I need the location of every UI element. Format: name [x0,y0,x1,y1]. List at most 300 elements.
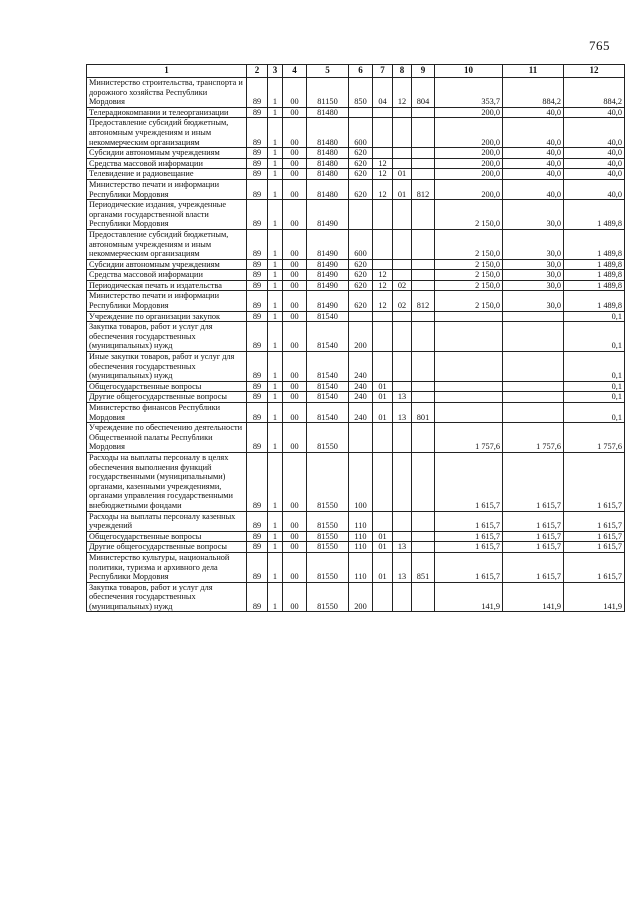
table-row [87,511,625,531]
row-name: Учреждение по организации закупок [87,311,247,322]
cell-col-11: 884,2 [503,78,564,108]
cell-col-10: 1 615,7 [435,531,503,542]
cell-col-7: 12 [373,179,393,199]
cell-col-10: 200,0 [435,107,503,118]
cell-col-6: 620 [349,158,373,169]
cell-col-8 [393,381,412,392]
cell-col-8 [393,511,412,531]
cell-col-8: 02 [393,291,412,311]
cell-col-2: 89 [247,352,268,382]
cell-col-2: 89 [247,148,268,159]
cell-col-11: 40,0 [503,179,564,199]
table-row [87,311,625,322]
cell-col-9 [412,311,435,322]
cell-col-2: 89 [247,392,268,403]
cell-col-9: 812 [412,291,435,311]
cell-col-7 [373,259,393,270]
cell-col-10: 2 150,0 [435,270,503,281]
cell-col-4: 00 [283,311,307,322]
cell-col-10: 200,0 [435,118,503,148]
cell-col-7: 12 [373,158,393,169]
cell-col-11: 40,0 [503,158,564,169]
cell-col-7 [373,352,393,382]
cell-col-3: 1 [268,392,283,403]
cell-col-8 [393,270,412,281]
row-name: Средства массовой информации [87,158,247,169]
cell-col-9 [412,392,435,403]
cell-col-6 [349,200,373,230]
cell-col-3: 1 [268,511,283,531]
cell-col-7: 01 [373,381,393,392]
cell-col-12: 0,1 [564,322,625,352]
row-name: Общегосударственные вопросы [87,381,247,392]
row-name: Телевидение и радиовещание [87,169,247,180]
cell-col-2: 89 [247,229,268,259]
cell-col-4: 00 [283,392,307,403]
cell-col-9 [412,531,435,542]
cell-col-10: 1 615,7 [435,542,503,553]
cell-col-9 [412,322,435,352]
cell-col-4: 00 [283,229,307,259]
cell-col-4: 00 [283,158,307,169]
budget-table [86,64,625,612]
cell-col-6: 110 [349,511,373,531]
cell-col-10: 2 150,0 [435,229,503,259]
column-header-3: 3 [268,65,283,78]
table-row [87,423,625,453]
column-header-2: 2 [247,65,268,78]
row-name: Министерство строительства, транспорта и дорожного хозяйства Республики Мордовия [87,78,247,108]
cell-col-2: 89 [247,381,268,392]
cell-col-2: 89 [247,179,268,199]
column-header-12: 12 [564,65,625,78]
cell-col-5: 81550 [307,452,349,511]
row-name: Другие общегосударственные вопросы [87,392,247,403]
cell-col-5: 81490 [307,270,349,281]
cell-col-4: 00 [283,270,307,281]
row-name: Общегосударственные вопросы [87,531,247,542]
cell-col-7 [373,311,393,322]
cell-col-11: 1 757,6 [503,423,564,453]
cell-col-5: 81540 [307,322,349,352]
cell-col-5: 81150 [307,78,349,108]
row-name: Министерство культуры, национальной политики, туризма и архивного дела Республики Мордовия [87,552,247,582]
cell-col-2: 89 [247,270,268,281]
cell-col-2: 89 [247,311,268,322]
cell-col-7 [373,148,393,159]
table-row [87,270,625,281]
cell-col-3: 1 [268,542,283,553]
cell-col-7: 01 [373,392,393,403]
cell-col-6: 620 [349,169,373,180]
cell-col-2: 89 [247,291,268,311]
cell-col-4: 00 [283,169,307,180]
cell-col-5: 81550 [307,582,349,612]
table-row [87,78,625,108]
cell-col-2: 89 [247,107,268,118]
cell-col-11 [503,311,564,322]
cell-col-11: 30,0 [503,259,564,270]
cell-col-11 [503,403,564,423]
cell-col-12: 40,0 [564,107,625,118]
row-name: Министерство финансов Республики Мордовия [87,403,247,423]
cell-col-11: 141,9 [503,582,564,612]
column-header-11: 11 [503,65,564,78]
table-row [87,582,625,612]
cell-col-9 [412,200,435,230]
page-number: 765 [589,38,610,53]
table-row [87,259,625,270]
cell-col-6: 110 [349,552,373,582]
cell-col-8 [393,582,412,612]
cell-col-8 [393,107,412,118]
cell-col-9 [412,169,435,180]
cell-col-8 [393,423,412,453]
cell-col-2: 89 [247,542,268,553]
cell-col-4: 00 [283,322,307,352]
cell-col-4: 00 [283,452,307,511]
cell-col-10: 1 615,7 [435,452,503,511]
table-row [87,392,625,403]
cell-col-12: 1 489,8 [564,270,625,281]
row-name: Министерство печати и информации Республики Мордовия [87,291,247,311]
cell-col-3: 1 [268,148,283,159]
cell-col-3: 1 [268,352,283,382]
cell-col-12: 0,1 [564,381,625,392]
cell-col-10: 2 150,0 [435,280,503,291]
cell-col-5: 81480 [307,179,349,199]
cell-col-3: 1 [268,259,283,270]
cell-col-9 [412,270,435,281]
cell-col-11 [503,381,564,392]
cell-col-12: 1 489,8 [564,280,625,291]
cell-col-4: 00 [283,511,307,531]
cell-col-2: 89 [247,403,268,423]
cell-col-6: 600 [349,118,373,148]
cell-col-7 [373,107,393,118]
table-row [87,291,625,311]
cell-col-12: 40,0 [564,148,625,159]
cell-col-7: 01 [373,531,393,542]
row-name: Предоставление субсидий бюджетным, автономным учреждениям и иным некоммерческим организациям [87,118,247,148]
cell-col-12: 1 615,7 [564,511,625,531]
cell-col-2: 89 [247,280,268,291]
cell-col-12: 0,1 [564,352,625,382]
cell-col-5: 81540 [307,311,349,322]
cell-col-5: 81550 [307,542,349,553]
cell-col-6: 240 [349,403,373,423]
cell-col-7: 12 [373,280,393,291]
row-name: Учреждение по обеспечению деятельности Общественной палаты Республики Мордовия [87,423,247,453]
budget-table-container [86,64,624,612]
cell-col-6: 240 [349,392,373,403]
cell-col-5: 81550 [307,423,349,453]
cell-col-4: 00 [283,78,307,108]
table-row [87,158,625,169]
cell-col-10: 200,0 [435,158,503,169]
cell-col-3: 1 [268,452,283,511]
column-header-5: 5 [307,65,349,78]
cell-col-2: 89 [247,531,268,542]
cell-col-11: 40,0 [503,148,564,159]
row-name: Министерство печати и информации Республики Мордовия [87,179,247,199]
cell-col-8 [393,531,412,542]
cell-col-7: 01 [373,552,393,582]
cell-col-9: 804 [412,78,435,108]
cell-col-7: 01 [373,542,393,553]
cell-col-11: 40,0 [503,118,564,148]
row-name: Субсидии автономным учреждениям [87,148,247,159]
cell-col-2: 89 [247,511,268,531]
table-row [87,542,625,553]
cell-col-9 [412,381,435,392]
cell-col-8 [393,118,412,148]
cell-col-3: 1 [268,423,283,453]
cell-col-4: 00 [283,107,307,118]
cell-col-5: 81480 [307,107,349,118]
cell-col-6: 100 [349,452,373,511]
column-header-8: 8 [393,65,412,78]
cell-col-7 [373,118,393,148]
cell-col-4: 00 [283,582,307,612]
cell-col-8 [393,352,412,382]
cell-col-6 [349,107,373,118]
cell-col-8 [393,148,412,159]
cell-col-6: 620 [349,179,373,199]
cell-col-7: 12 [373,169,393,180]
cell-col-3: 1 [268,78,283,108]
cell-col-7 [373,582,393,612]
cell-col-6: 620 [349,259,373,270]
cell-col-5: 81540 [307,403,349,423]
cell-col-8 [393,322,412,352]
column-header-10: 10 [435,65,503,78]
cell-col-12: 1 489,8 [564,200,625,230]
cell-col-11: 1 615,7 [503,552,564,582]
table-row [87,148,625,159]
column-header-4: 4 [283,65,307,78]
cell-col-3: 1 [268,552,283,582]
cell-col-5: 81550 [307,511,349,531]
cell-col-11: 1 615,7 [503,531,564,542]
cell-col-11 [503,392,564,403]
cell-col-3: 1 [268,311,283,322]
cell-col-5: 81480 [307,148,349,159]
cell-col-12: 1 615,7 [564,531,625,542]
cell-col-12: 1 489,8 [564,229,625,259]
cell-col-11: 30,0 [503,200,564,230]
row-name: Субсидии автономным учреждениям [87,259,247,270]
table-row [87,322,625,352]
table-row [87,403,625,423]
cell-col-7 [373,423,393,453]
cell-col-10: 353,7 [435,78,503,108]
cell-col-3: 1 [268,169,283,180]
cell-col-6 [349,423,373,453]
cell-col-4: 00 [283,148,307,159]
table-row [87,200,625,230]
table-row [87,381,625,392]
cell-col-2: 89 [247,552,268,582]
cell-col-12: 884,2 [564,78,625,108]
cell-col-10: 1 615,7 [435,511,503,531]
cell-col-8: 13 [393,552,412,582]
cell-col-11: 40,0 [503,169,564,180]
cell-col-3: 1 [268,270,283,281]
cell-col-3: 1 [268,291,283,311]
cell-col-7: 12 [373,291,393,311]
cell-col-8 [393,229,412,259]
cell-col-4: 00 [283,542,307,553]
cell-col-5: 81480 [307,118,349,148]
cell-col-2: 89 [247,582,268,612]
cell-col-11: 1 615,7 [503,511,564,531]
cell-col-2: 89 [247,452,268,511]
cell-col-6: 240 [349,352,373,382]
row-name: Закупка товаров, работ и услуг для обеспечения государственных (муниципальных) нужд [87,322,247,352]
cell-col-2: 89 [247,158,268,169]
cell-col-10 [435,352,503,382]
cell-col-3: 1 [268,179,283,199]
cell-col-12: 1 615,7 [564,552,625,582]
cell-col-8: 13 [393,403,412,423]
cell-col-5: 81490 [307,259,349,270]
cell-col-3: 1 [268,322,283,352]
cell-col-5: 81480 [307,169,349,180]
cell-col-4: 00 [283,352,307,382]
table-row [87,107,625,118]
cell-col-6: 850 [349,78,373,108]
cell-col-7: 12 [373,270,393,281]
cell-col-6: 200 [349,582,373,612]
cell-col-12: 40,0 [564,118,625,148]
cell-col-9 [412,107,435,118]
cell-col-8: 12 [393,78,412,108]
cell-col-3: 1 [268,200,283,230]
cell-col-5: 81540 [307,381,349,392]
row-name: Другие общегосударственные вопросы [87,542,247,553]
cell-col-10: 200,0 [435,169,503,180]
cell-col-4: 00 [283,403,307,423]
table-row [87,179,625,199]
cell-col-3: 1 [268,158,283,169]
cell-col-8: 01 [393,179,412,199]
cell-col-6: 620 [349,280,373,291]
cell-col-12: 0,1 [564,392,625,403]
cell-col-9 [412,542,435,553]
cell-col-9 [412,118,435,148]
row-name: Средства массовой информации [87,270,247,281]
cell-col-10: 2 150,0 [435,291,503,311]
cell-col-5: 81490 [307,280,349,291]
cell-col-10: 1 757,6 [435,423,503,453]
cell-col-12: 40,0 [564,158,625,169]
cell-col-12: 1 615,7 [564,542,625,553]
cell-col-8 [393,200,412,230]
cell-col-6: 620 [349,291,373,311]
cell-col-12: 0,1 [564,311,625,322]
cell-col-7 [373,322,393,352]
cell-col-3: 1 [268,118,283,148]
cell-col-7: 01 [373,403,393,423]
cell-col-6: 600 [349,229,373,259]
cell-col-2: 89 [247,259,268,270]
cell-col-2: 89 [247,118,268,148]
table-row [87,352,625,382]
cell-col-3: 1 [268,107,283,118]
cell-col-6: 240 [349,381,373,392]
cell-col-9: 801 [412,403,435,423]
cell-col-5: 81490 [307,200,349,230]
cell-col-10: 200,0 [435,179,503,199]
row-name: Иные закупки товаров, работ и услуг для обеспечения государственных (муниципальных) нужд [87,352,247,382]
cell-col-4: 00 [283,531,307,542]
cell-col-8: 01 [393,169,412,180]
cell-col-8: 13 [393,542,412,553]
cell-col-6: 110 [349,531,373,542]
cell-col-5: 81540 [307,352,349,382]
row-name: Периодические издания, учрежденные органами государственной власти Республики Мордовия [87,200,247,230]
table-row [87,169,625,180]
cell-col-5: 81540 [307,392,349,403]
cell-col-3: 1 [268,403,283,423]
cell-col-12: 1 615,7 [564,452,625,511]
cell-col-8 [393,311,412,322]
cell-col-9 [412,229,435,259]
cell-col-7 [373,200,393,230]
cell-col-4: 00 [283,280,307,291]
cell-col-7 [373,452,393,511]
cell-col-5: 81480 [307,158,349,169]
column-header-7: 7 [373,65,393,78]
cell-col-9 [412,582,435,612]
cell-col-9: 851 [412,552,435,582]
table-row [87,118,625,148]
cell-col-11: 40,0 [503,107,564,118]
cell-col-4: 00 [283,381,307,392]
cell-col-2: 89 [247,78,268,108]
cell-col-6: 620 [349,270,373,281]
cell-col-4: 00 [283,423,307,453]
cell-col-6: 620 [349,148,373,159]
cell-col-2: 89 [247,169,268,180]
cell-col-11: 1 615,7 [503,542,564,553]
cell-col-10: 1 615,7 [435,552,503,582]
cell-col-10 [435,311,503,322]
cell-col-5: 81490 [307,229,349,259]
cell-col-4: 00 [283,179,307,199]
row-name: Расходы на выплаты персоналу казенных учреждений [87,511,247,531]
cell-col-4: 00 [283,291,307,311]
column-header-6: 6 [349,65,373,78]
cell-col-2: 89 [247,200,268,230]
cell-col-9 [412,511,435,531]
table-row [87,280,625,291]
cell-col-10 [435,403,503,423]
cell-col-12: 0,1 [564,403,625,423]
row-name: Периодическая печать и издательства [87,280,247,291]
cell-col-6 [349,311,373,322]
cell-col-11 [503,322,564,352]
cell-col-3: 1 [268,582,283,612]
cell-col-10: 2 150,0 [435,259,503,270]
cell-col-7 [373,229,393,259]
cell-col-5: 81550 [307,552,349,582]
cell-col-11: 1 615,7 [503,452,564,511]
cell-col-4: 00 [283,552,307,582]
cell-col-9 [412,259,435,270]
column-header-9: 9 [412,65,435,78]
